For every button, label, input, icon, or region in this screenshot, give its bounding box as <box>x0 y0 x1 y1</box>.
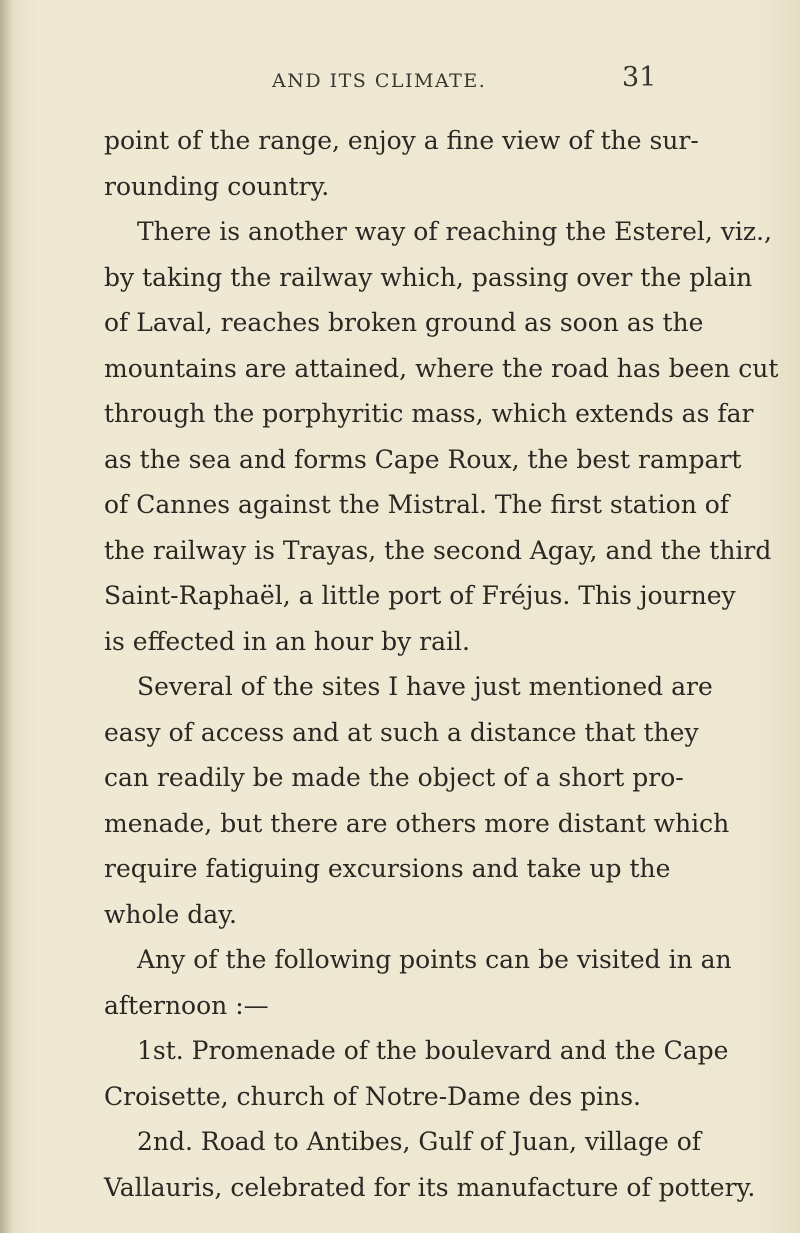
text-line: of Laval, reaches broken ground as soon as the <box>104 308 704 337</box>
text-line: 1st. Promenade of the boulevard and the Cape <box>137 1036 729 1065</box>
text-line: Vallauris, celebrated for its manufacture of pottery. <box>104 1172 756 1202</box>
text-line: can readily be made the object of a short pro- <box>104 763 684 792</box>
text-line: Croisette, church of Notre-Dame des pins. <box>104 1081 641 1111</box>
text-line: Several of the sites I have just mentioned are <box>137 672 713 701</box>
text-line: require fatiguing excursions and take up the <box>104 854 671 883</box>
text-line: is effected in an hour by rail. <box>104 626 470 656</box>
text-line: as the sea and forms Cape Roux, the best rampart <box>104 444 742 474</box>
text-line: Saint-Raphaël, a little port of Fréjus. This journey <box>104 581 736 610</box>
text-line: by taking the railway which, passing over the plain <box>104 262 753 292</box>
page-number: 31 <box>622 62 657 93</box>
text-line: menade, but there are others more distant which <box>104 808 730 838</box>
text-line: through the porphyritic mass, which extends as far <box>104 399 754 428</box>
text-line: afternoon :— <box>104 990 269 1020</box>
text-line: mountains are attained, where the road has been cut <box>104 353 779 383</box>
body-text <box>104 118 779 1210</box>
text-line: point of the range, enjoy a fine view of the sur- <box>104 126 699 155</box>
text-line: Any of the following points can be visited in an <box>137 945 732 974</box>
text-line: easy of access and at such a distance that they <box>104 717 699 747</box>
running-head: AND ITS CLIMATE. <box>272 70 487 92</box>
text-line: whole day. <box>104 899 237 929</box>
text-line: the railway is Trayas, the second Agay, and the third <box>104 535 772 565</box>
text-line: There is another way of reaching the Esterel, viz., <box>137 217 772 246</box>
text-line: of Cannes against the Mistral. The first station of <box>104 490 730 519</box>
gutter-shadow <box>0 0 14 1233</box>
text-line: 2nd. Road to Antibes, Gulf of Juan, village of <box>137 1127 702 1156</box>
text-line: rounding country. <box>104 171 330 201</box>
